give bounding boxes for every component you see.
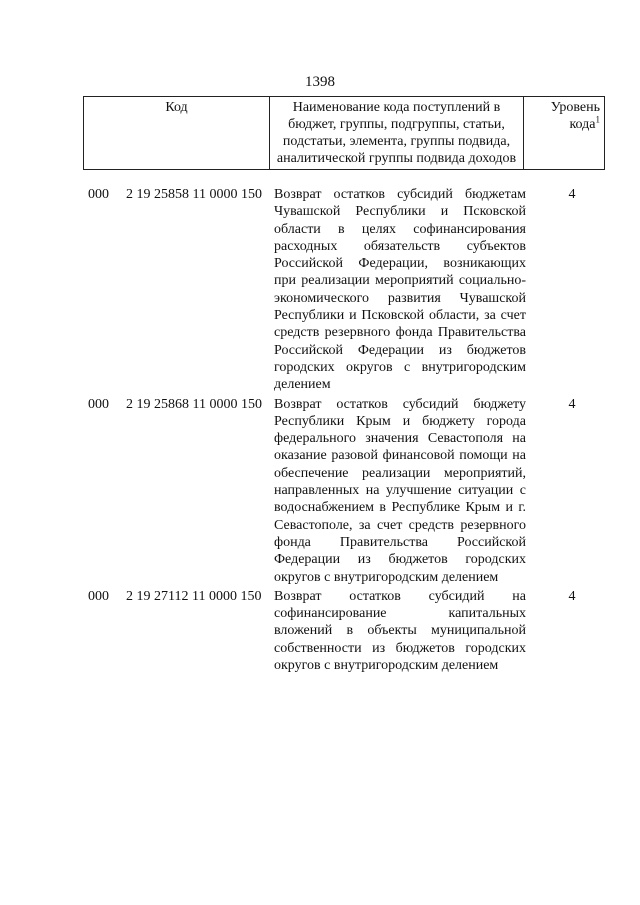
admin-code: 000 [88, 187, 109, 202]
code-level-value: 4 [568, 588, 576, 604]
table-row [88, 396, 588, 586]
header-name: Наименование кода поступлений в бюджет, группы, подгруппы, статьи, подстатьи, элемента, группы подвида, аналитической группы подвида доходов [270, 97, 524, 170]
header-level [524, 97, 605, 170]
income-name: Возврат остатков субсидий на софинансирование капитальных вложений в объекты муниципальной собственности из бюджетов городских округов с внутригородским делением [274, 588, 526, 674]
table-row [88, 588, 588, 674]
income-code: 2 19 27112 11 0000 150 [126, 588, 262, 604]
code-level-value: 4 [568, 187, 576, 202]
column-header-table [83, 96, 605, 170]
admin-code: 000 [88, 588, 109, 604]
header-code: Код [84, 97, 270, 170]
page-number: 1398 [305, 74, 335, 90]
code-level [526, 588, 586, 674]
code-level [526, 186, 586, 394]
table-row [88, 186, 588, 394]
code-level-value: 4 [568, 396, 576, 412]
income-code-list [88, 186, 588, 674]
income-code: 2 19 25858 11 0000 150 [126, 187, 262, 202]
admin-code: 000 [88, 396, 109, 412]
code-level [526, 396, 586, 586]
income-name: Возврат остатков субсидий бюджету Республики Крым и бюджету города федерального значения Севастополя на оказание разовой финансовой помощи на обеспечение реализации мероприятий, направленных на улучшение ситуации с водоснабжением в Республике Крым и г. Севастополе, за счет средств резервного фонда Правительства Российской Федерации из бюджетов городских округов с внутригородским делением [274, 396, 526, 585]
header-level-footnote: 1 [595, 114, 600, 125]
income-name: Возврат остатков субсидий бюджетам Чувашской Республики и Псковской области в целях софинансирования расходных обязательств субъектов Российской Федерации, возникающих при реализации мероприятий социально-экономического развития Чувашской Республики и Псковской области, за счет средств резервного фонда Правительства Российской Федерации из бюджетов городских округов с внутригородским делением [274, 187, 526, 393]
income-code: 2 19 25868 11 0000 150 [126, 396, 262, 412]
header-level-label: Уровень кода [550, 100, 600, 132]
